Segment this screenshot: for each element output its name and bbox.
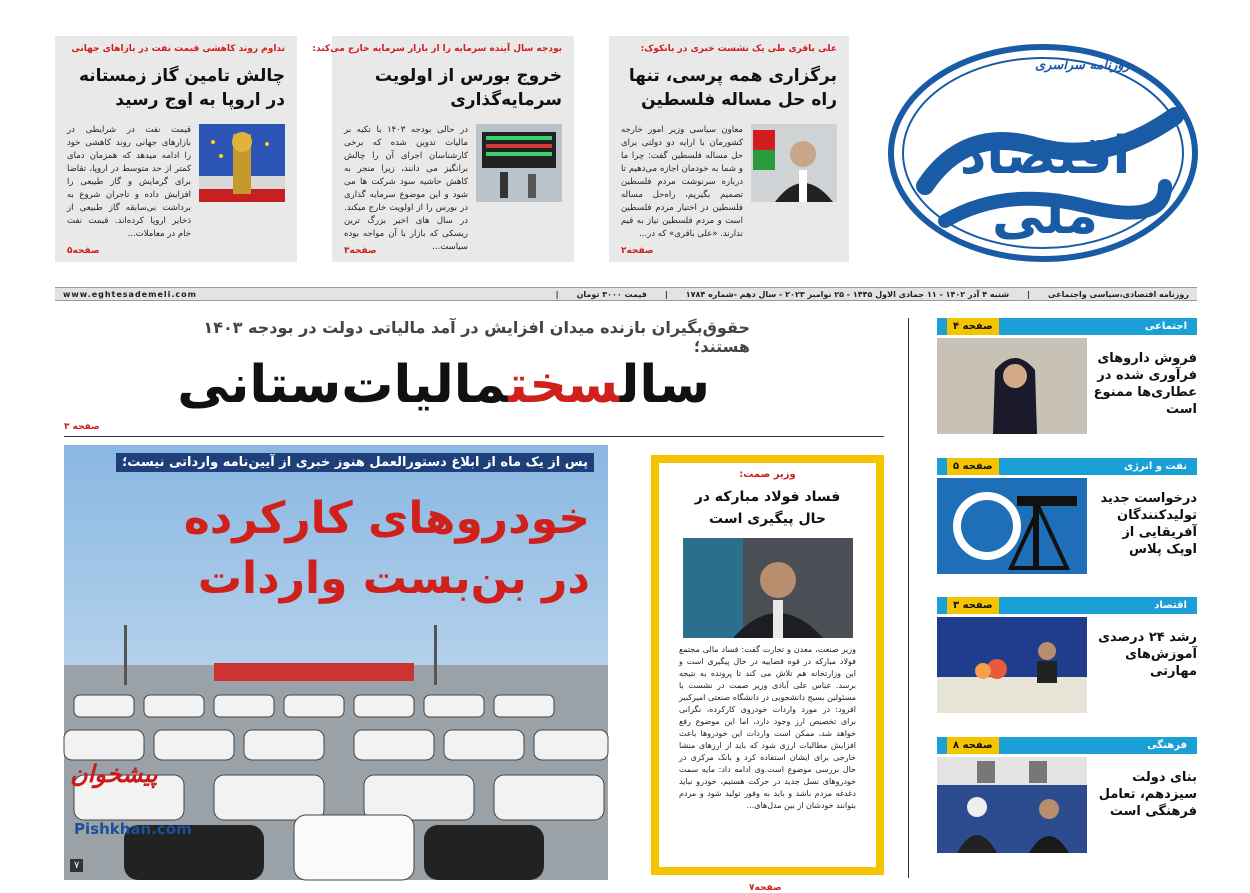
teaser-kicker: علی باقری طی یک نشست خبری در بانکوک:	[640, 44, 837, 54]
teaser-body: قیمت نفت در شرایطی در بازارهای جهانی روند کاهشی خود را ادامه میدهد که همزمان دمای کمتر از حد متوسط در اروپا، تقاضا برای گرمایش و گاز طبیعی را افزایش داده و تاجران شروع به برداشت بی‌سابقه گاز طبیعی از ذخایر اروپا کرده‌اند. قیمت نفت خام در معاملات...	[67, 125, 191, 239]
section-headline[interactable]: بنای دولت سیزدهم، تعامل فرهنگی است	[1098, 770, 1197, 819]
teaser-headline[interactable]: برگزاری همه پرسی، تنها راه حل مساله فلسطین	[628, 66, 837, 110]
teaser-2[interactable]	[312, 36, 574, 262]
teaser-kicker: بودجه سال آینده سرمایه را از بازار سرمایه خارج می‌کند:	[312, 44, 562, 54]
teaser-headline[interactable]: خروج بورس از اولویت سرمایه‌گذاری	[374, 66, 562, 110]
teaser-photo	[199, 124, 285, 202]
section-page[interactable]: صفحه ۵	[947, 458, 999, 475]
teaser-1[interactable]	[609, 36, 849, 262]
teaser-page-link[interactable]: صفحه۵	[67, 246, 100, 256]
column-divider	[908, 318, 909, 878]
section-page[interactable]: صفحه ۸	[947, 737, 999, 754]
stock-exchange-photo-icon	[476, 124, 562, 202]
teaser-3[interactable]	[55, 36, 297, 262]
section-name[interactable]: فرهنگی	[1147, 740, 1187, 751]
gas-pipe-photo-icon	[199, 124, 285, 202]
section-headline[interactable]: رشد ۲۴ درصدی آموزش‌های مهارتی	[1098, 630, 1197, 679]
boxed-story[interactable]	[651, 455, 884, 893]
teaser-photo	[751, 124, 837, 202]
teaser-page-link[interactable]: صفحه۳	[344, 246, 377, 256]
section-photo	[937, 338, 1087, 434]
headline-part1: سال	[619, 355, 710, 415]
minister-portrait-icon	[683, 538, 853, 638]
woman-portrait-icon	[937, 338, 1087, 434]
section-headline[interactable]: فروش داروهای فرآوری شده در عطاری‌ها ممنوع است	[1093, 351, 1197, 417]
paper-category: روزنامه اقتصادی،سیاسی واجتماعی	[1048, 289, 1189, 299]
section-name[interactable]: نفت و انرژی	[1123, 461, 1187, 472]
section-oil[interactable]	[937, 458, 1197, 574]
section-page[interactable]: صفحه ۳	[947, 597, 999, 614]
teaser-headline[interactable]: چالش تامین گاز زمستانه در اروپا به اوج رسید	[78, 66, 285, 110]
teaser-body: در حالی بودجه ۱۴۰۳ با تکیه بر مالیات تدوین شده که برخی کارشناسان اجرای آن را چالش برانگیز می دانند، زیرا منجر به کاهش حاشیه سود شرکت ها می شود و این موضوع سرمایه گذاری در بورس را از اولویت خارج میکند. در سال های اخیر بزرگ ترین ریسکی که بازار با آن مواجه بوده سیاست...	[344, 125, 468, 252]
headline-part2: مالیات‌ستانی	[177, 355, 509, 415]
section-name[interactable]: اقتصاد	[1154, 600, 1187, 611]
watermark-url: Pishkhan.com	[74, 820, 192, 838]
boxed-photo	[683, 538, 853, 638]
masthead-logo	[885, 36, 1197, 266]
photo-headline-line1[interactable]: خودروهای کارکرده	[183, 493, 590, 544]
meeting-photo-icon	[937, 757, 1087, 853]
teaser-kicker: تداوم روند کاهشی قیمت نفت در بازاهای جهانی	[71, 44, 285, 54]
section-photo	[937, 757, 1087, 853]
section-name[interactable]: اجتماعی	[1144, 321, 1187, 332]
main-headline[interactable]	[177, 355, 710, 415]
section-page[interactable]: صفحه ۴	[947, 318, 999, 335]
main-page-link[interactable]: صفحه ۳	[64, 422, 100, 432]
website-link[interactable]: www.eghtesademeli.com	[63, 289, 197, 299]
oil-pump-icon	[937, 478, 1087, 574]
teaser-body: معاون سیاسی وزیر امور خارجه کشورمان با ارایه دو دولتی برای حل مساله فلسطین گفت: چرا ما و شما به خودمان اجازه می‌دهیم تا درباره سرنوشت مردم فلسطین تصمیم بگیریم، راه‌حل مساله فلسطین در اختیار مردم فلسطین است و مردم فلسطین نیاز به قیم ندارند. «علی باقری» که در...	[621, 125, 743, 239]
issue-info-strip: روزنامه اقتصادی،سیاسی واجتماعی | شنبه ۴ آذر ۱۴۰۲ - ۱۱ جمادی الاول ۱۴۴۵ - ۲۵ نوامبر ۲۰۲۳ - سال دهم -شماره ۱۷۸۴ | قیمت ۳۰۰۰ تومان | www.eghtesademeli.com	[55, 287, 1197, 301]
boxed-page-link[interactable]: صفحه۷	[749, 883, 782, 893]
teaser-page-link[interactable]: صفحه۲	[621, 246, 654, 256]
section-photo	[937, 617, 1087, 713]
divider	[64, 436, 884, 437]
boxed-kicker: وزیر صمت:	[739, 469, 796, 480]
section-social[interactable]	[937, 318, 1197, 434]
logo-tagline: روزنامه سراسری	[1035, 58, 1130, 73]
teaser-photo	[476, 124, 562, 202]
headline-red-word: سخت	[508, 355, 620, 415]
section-photo	[937, 478, 1087, 574]
photo-headline-line2[interactable]: در بن‌بست واردات	[197, 553, 590, 604]
issue-date: شنبه ۴ آذر ۱۴۰۲ - ۱۱ جمادی الاول ۱۴۴۵ - ۲۵ نوامبر ۲۰۲۳ - سال دهم -شماره ۱۷۸۴	[685, 289, 1010, 299]
logo-name: اقتصاد ملی	[959, 126, 1131, 246]
photo-page-number[interactable]: ۷	[70, 859, 83, 872]
issue-price: قیمت ۳۰۰۰ تومان	[576, 289, 647, 299]
section-culture[interactable]	[937, 737, 1197, 853]
watermark: پیشخوان	[70, 760, 158, 788]
boxed-body: وزیر صنعت، معدن و تجارت گفت: فساد مالی مجتمع فولاد مبارکه در قوه قضاییه در حال پیگیری است و این وزارتخانه هم تلاش می کند تا پرونده به نتیجه برسد. عباس علی آبادی وزیر صمت در نشست با مسئولین بسیج دانشجویی در دانشگاه صنعتی امیرکبیر افزود: در مورد واردات خودروی کارکرده، نگرانی برای تخصیص ارز وجود دارد، اما این موضوع رفع خواهد شد، ممکن است واردات این خودروها باعث افزایش مطالبات ارزی شود که باید از ارزهای منشا خارجی برای ایشان استفاده کرد و بانک مرکزی در حال بررسی موضوع است.وی ادامه داد: مایه سمت خودروهای نسل جدید در حرکت هستیم، خودرو نباید دغدغه مردم باشد و باید به وفور تولید شود و مردم بتوانند خودشان از بین مدل‌های...	[679, 645, 856, 810]
conference-photo-icon	[937, 617, 1087, 713]
boxed-headline[interactable]: فساد فولاد مبارکه در حال پیگیری است	[694, 489, 841, 527]
section-economy[interactable]	[937, 597, 1197, 713]
portrait-photo-icon	[751, 124, 837, 202]
section-headline[interactable]: درخواست جدید تولیدکنندگان آفریقایی از اوپک پلاس	[1100, 491, 1197, 557]
photo-story[interactable]	[64, 445, 608, 880]
photo-kicker: پس از یک ماه از ابلاغ دستورالعمل هنوز خبری از آیین‌نامه وارداتی نیست؛	[116, 453, 594, 472]
main-supertitle: حقوق‌بگیران بازنده میدان افزایش در آمد مالیاتی دولت در بودجه ۱۴۰۳ هستند؛	[203, 318, 750, 356]
